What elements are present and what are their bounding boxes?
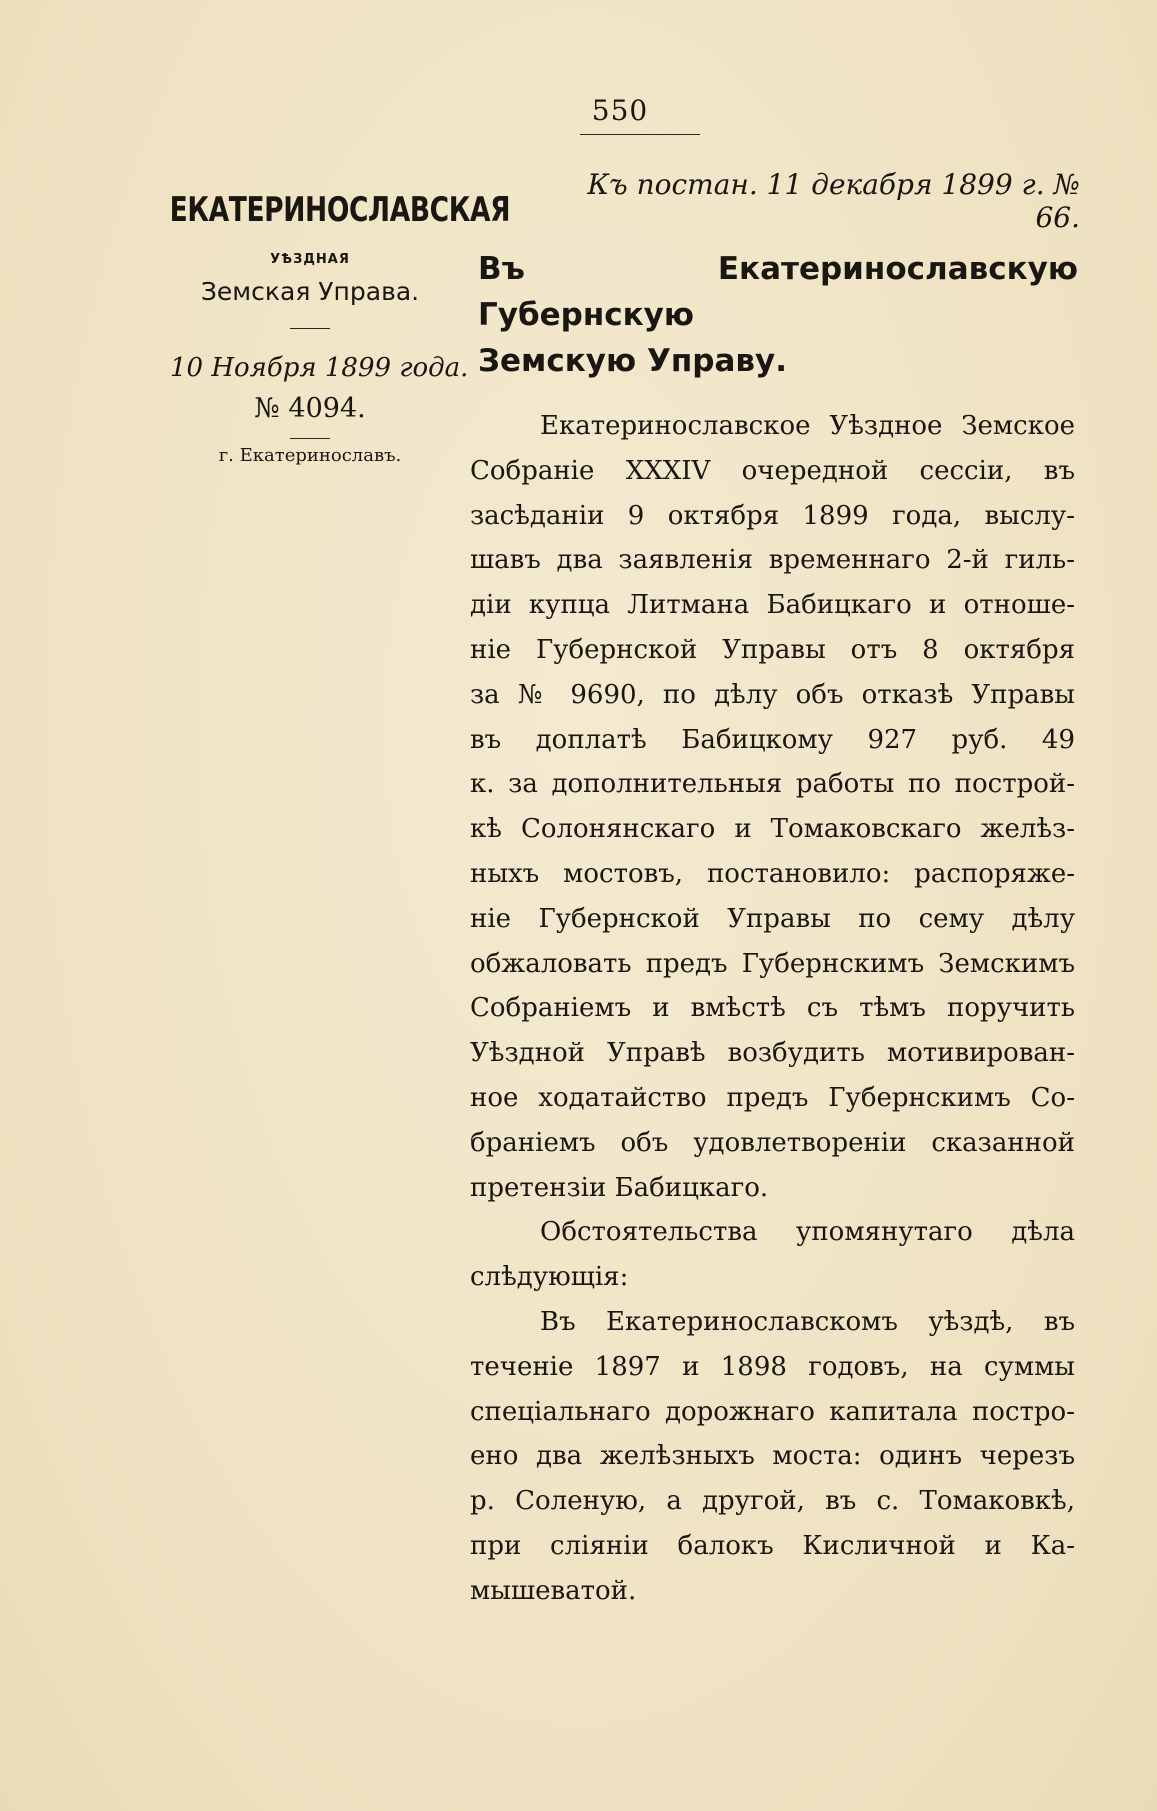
text-line: Екатеринославское Уѣздное Земское bbox=[540, 411, 1075, 441]
organization-name: ЕКАТЕРИНОСЛАВСКАЯ bbox=[169, 190, 511, 230]
paragraph-3 bbox=[470, 1300, 1075, 1614]
letter-number: № 4094. bbox=[254, 393, 366, 424]
letter-city: г. Екатеринославъ. bbox=[218, 445, 402, 466]
text-line: мышеватой. bbox=[470, 1575, 637, 1606]
letter-date: 10 Ноября 1899 года. bbox=[170, 353, 469, 383]
text-line: за № 9690, по дѣлу объ отказѣ Управы bbox=[470, 679, 1075, 710]
organization-subtitle: УѢЗДНАЯ bbox=[270, 252, 350, 267]
letter-body bbox=[470, 404, 1075, 1614]
resolution-reference: Къ постан. 11 декабря 1899 г. № 66. bbox=[587, 168, 1080, 234]
text-line: ніе Губернской Управы по сему дѣлу bbox=[470, 903, 1075, 934]
addressee-line: Въ Екатеринославскую Губернскую bbox=[478, 251, 1078, 333]
text-line: обжаловать предъ Губернскимъ Земскимъ bbox=[470, 948, 1075, 979]
organization-body: Земская Управа. bbox=[200, 277, 420, 306]
addressee bbox=[478, 246, 1078, 384]
text-line: браніемъ объ удовлетвореніи сказанной bbox=[470, 1127, 1075, 1158]
text-line: засѣданіи 9 октября 1899 года, выслу- bbox=[470, 500, 1075, 531]
text-line: ное ходатайство предъ Губернскимъ Со- bbox=[470, 1082, 1075, 1113]
text-line: слѣдующія: bbox=[470, 1262, 629, 1293]
letterhead-sidebar bbox=[130, 190, 511, 466]
addressee-line: Земскую Управу. bbox=[478, 343, 787, 379]
sidebar-divider-2 bbox=[290, 438, 330, 439]
sidebar-divider bbox=[290, 328, 330, 329]
text-line: ніе Губернской Управы отъ 8 октября bbox=[470, 634, 1075, 665]
page-number: 550 bbox=[591, 94, 649, 127]
text-line: к. за дополнительныя работы по построй- bbox=[470, 769, 1075, 800]
paragraph-2 bbox=[470, 1210, 1075, 1300]
text-line: теченіе 1897 и 1898 годовъ, на суммы bbox=[470, 1351, 1075, 1382]
text-line: Собраніемъ и вмѣстѣ съ тѣмъ поручить bbox=[470, 993, 1075, 1024]
text-line: р. Соленую, а другой, въ с. Томаковкѣ, bbox=[470, 1486, 1075, 1517]
paragraph-1 bbox=[470, 404, 1075, 1210]
text-line: спеціальнаго дорожнаго капитала постро- bbox=[470, 1396, 1075, 1427]
text-line: ныхъ мостовъ, постановило: распоряже- bbox=[470, 858, 1075, 889]
text-line: кѣ Солонянскаго и Томаковскаго желѣз- bbox=[470, 814, 1075, 845]
text-line: діи купца Литмана Бабицкаго и отноше- bbox=[470, 590, 1075, 621]
text-line: при сліяніи балокъ Кисличной и Ка- bbox=[470, 1530, 1075, 1561]
page-number-rule bbox=[580, 134, 700, 135]
text-line: претензіи Бабицкаго. bbox=[470, 1172, 769, 1203]
text-line: въ доплатѣ Бабицкому 927 руб. 49 bbox=[470, 724, 1075, 755]
text-line: шавъ два заявленія временнаго 2-й гиль- bbox=[470, 545, 1075, 576]
text-line: Уѣздной Управѣ возбудить мотивирован- bbox=[470, 1038, 1075, 1069]
text-line: Обстоятельства упомянутаго дѣла bbox=[540, 1217, 1075, 1248]
text-line: ено два желѣзныхъ моста: одинъ черезъ bbox=[470, 1441, 1075, 1472]
text-line: Въ Екатеринославскомъ уѣздѣ, въ bbox=[540, 1306, 1075, 1337]
text-line: Собраніе XXXIV очередной сессіи, въ bbox=[470, 455, 1075, 486]
